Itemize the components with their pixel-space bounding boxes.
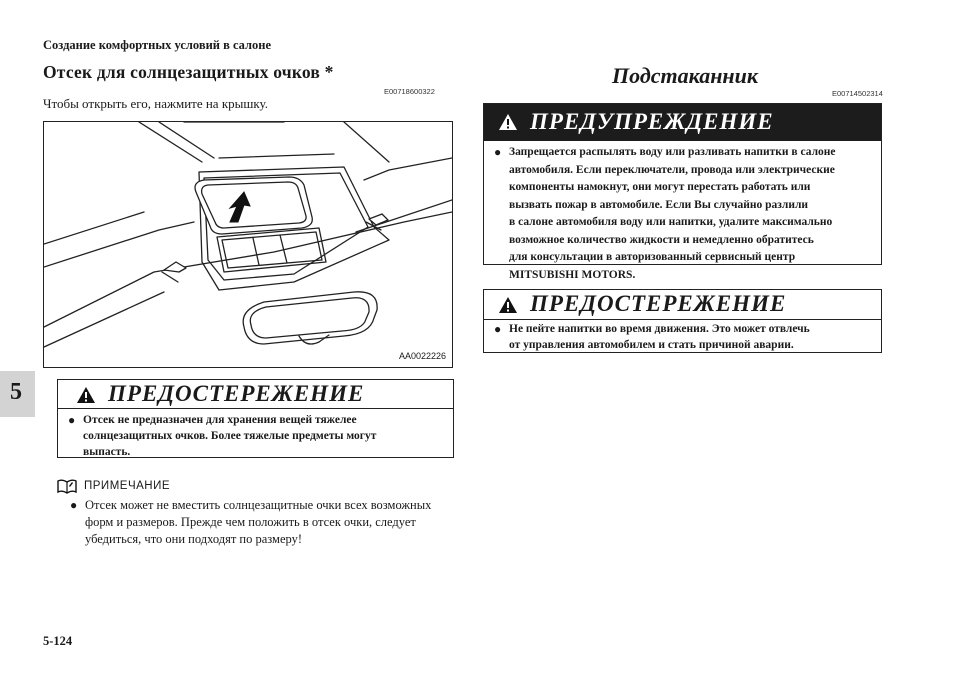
warning-line: автомобиля. Если переключатели, провода или электрические xyxy=(509,163,835,176)
note-book-icon xyxy=(57,478,77,494)
note-heading: ПРИМЕЧАНИЕ xyxy=(84,480,171,492)
section-title-cup-holder: Подстаканник xyxy=(612,63,759,88)
note-line: Отсек может не вместить солнцезащитные очки всех возможных xyxy=(85,498,432,512)
bullet-icon: ● xyxy=(70,498,78,512)
warning-line: компоненты намокнут, они могут перестать работать или xyxy=(509,181,811,193)
caution-body xyxy=(58,409,453,466)
caution-line: солнцезащитных очков. Более тяжелые предметы могут xyxy=(83,430,377,442)
warning-line: MITSUBISHI MOTORS. xyxy=(509,268,636,281)
caution-line: Отсек не предназначен для хранения вещей тяжелее xyxy=(83,414,357,426)
bullet-icon: ● xyxy=(68,413,76,427)
bullet-icon: ● xyxy=(494,145,502,159)
warning-title: ПРЕДУПРЕЖДЕНИЕ xyxy=(530,109,774,134)
warning-triangle-icon xyxy=(498,113,518,131)
caution-body xyxy=(484,320,881,359)
warning-line: в салоне автомобиля воду или напитки, удалите максимально xyxy=(509,216,833,228)
note-line: форм и размеров. Прежде чем положить в отсек очки, следует xyxy=(85,515,416,529)
warning-line: Запрещается распылять воду или разливать напитки в салоне xyxy=(509,146,836,158)
caution-box-sunglasses xyxy=(57,379,454,458)
note-body xyxy=(70,497,460,548)
figure-code: AA0022226 xyxy=(398,351,446,361)
caution-title: ПРЕДОСТЕРЕЖЕНИЕ xyxy=(530,291,787,316)
running-header: Создание комфортных условий в салоне xyxy=(43,38,272,52)
sunglasses-holder-illustration xyxy=(43,121,453,368)
note-line: убедиться, что они подходят по размеру! xyxy=(85,532,303,546)
warning-line: для консультации в авторизованный сервисный центр xyxy=(509,251,796,263)
caution-header xyxy=(484,290,881,320)
warning-header xyxy=(484,104,881,141)
warning-line: возможное количество жидкости и немедленно обратитесь xyxy=(509,233,814,246)
section-title-sunglasses-holder: Отсек для солнцезащитных очков * xyxy=(43,62,334,82)
caution-line: от управления автомобилем и стать причиной аварии. xyxy=(509,339,794,351)
warning-triangle-icon xyxy=(76,386,96,404)
section-code: E00714502314 xyxy=(832,89,883,98)
warning-box-cup-holder xyxy=(483,103,882,281)
section-code: E00718600322 xyxy=(384,87,435,96)
warning-line: вызвать пожар в автомобиле. Если Вы случайно разлили xyxy=(509,198,809,211)
caution-box-cup-holder xyxy=(483,289,882,353)
caution-header xyxy=(58,380,453,409)
chapter-number: 5 xyxy=(10,379,22,405)
caution-line: выпасть. xyxy=(83,446,131,458)
roof-console-drawing xyxy=(44,122,452,367)
caution-line: Не пейте напитки во время движения. Это может отвлечь xyxy=(509,323,810,335)
caution-title: ПРЕДОСТЕРЕЖЕНИЕ xyxy=(108,381,365,406)
intro-text: Чтобы открыть его, нажмите на крышку. xyxy=(43,96,268,111)
bullet-icon: ● xyxy=(494,322,502,336)
warning-body xyxy=(484,141,881,290)
page-number: 5-124 xyxy=(43,634,73,648)
warning-triangle-icon xyxy=(498,296,518,314)
